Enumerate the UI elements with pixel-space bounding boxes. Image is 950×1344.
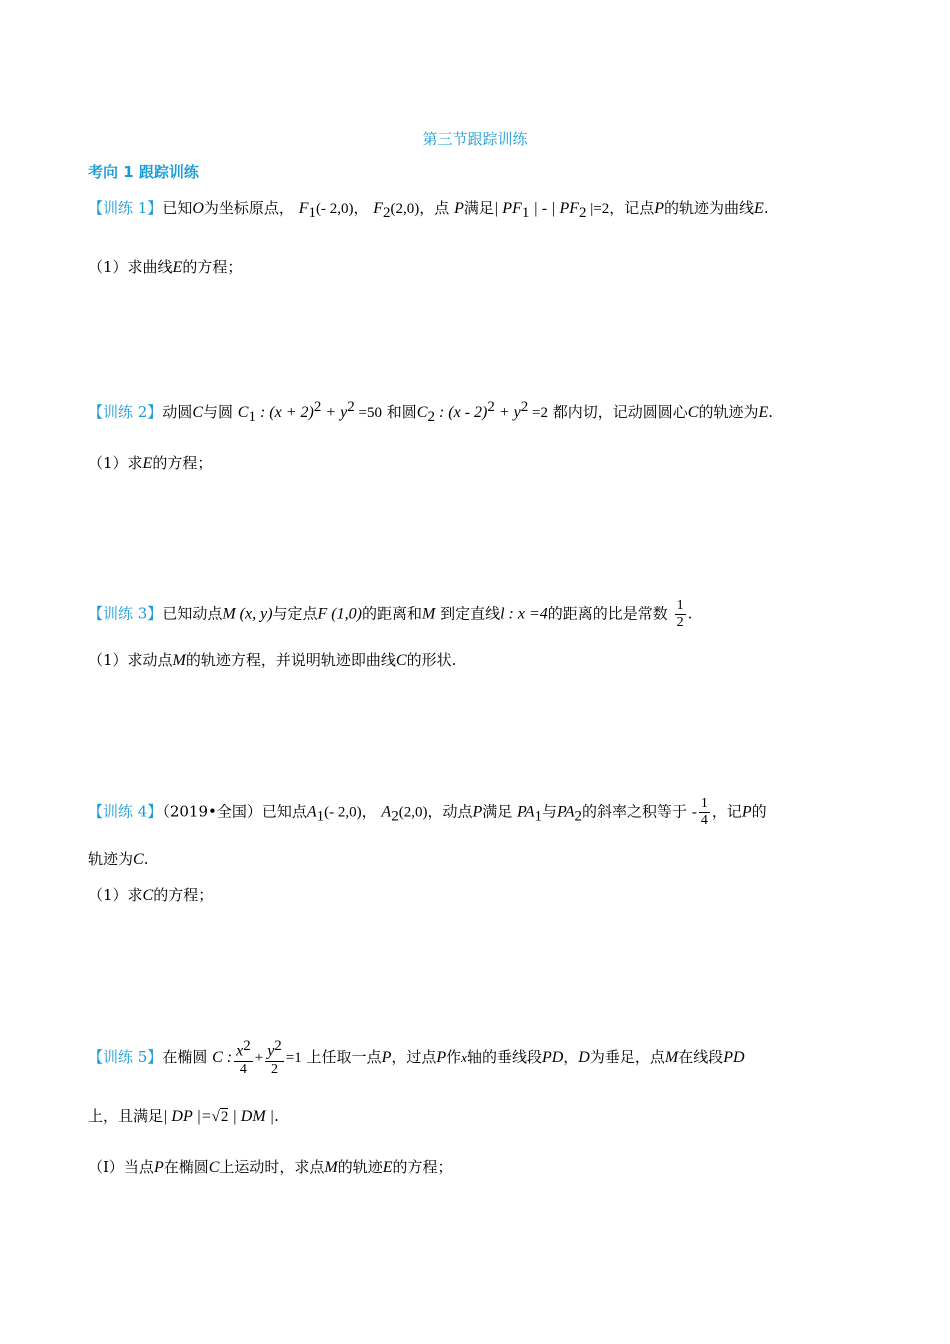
- math: + y: [321, 404, 348, 421]
- text: 动圆: [162, 403, 193, 421]
- math-sub: 1: [316, 808, 325, 825]
- math-sup: 2: [243, 1038, 251, 1054]
- fraction-denominator: 4: [239, 1061, 247, 1077]
- text: ，过点: [391, 1047, 437, 1066]
- text: 轴的垂线段: [466, 1047, 542, 1066]
- math: P: [436, 1048, 447, 1066]
- math: (2,0): [390, 201, 420, 217]
- text: 为垂足，点: [589, 1047, 665, 1066]
- math: M (x, y): [222, 605, 273, 623]
- problem-3-statement: [88, 598, 692, 631]
- text: 作: [446, 1047, 462, 1066]
- text: 的方程；: [152, 454, 213, 472]
- math: PD: [723, 1048, 745, 1066]
- fraction-y-squared-over-2: [265, 1038, 284, 1078]
- math: P: [454, 200, 464, 217]
- math: P: [741, 803, 752, 821]
- text: 为坐标原点，: [203, 199, 294, 217]
- math: l : x =4: [500, 605, 548, 623]
- text: （1）求: [88, 886, 143, 904]
- text: ，记点: [609, 199, 655, 217]
- math: P: [381, 1048, 392, 1066]
- text: ，: [353, 199, 369, 217]
- problem-5-tag: 【训练 5】: [88, 1047, 163, 1066]
- fraction-numerator: 1: [700, 796, 708, 811]
- text: 在线段: [678, 1047, 724, 1066]
- fraction-denominator: 4: [700, 813, 708, 828]
- fraction-denominator: 2: [270, 1061, 278, 1077]
- math-sub: 1: [308, 205, 316, 221]
- math-sub: 2: [574, 808, 583, 825]
- problem-5-statement-line-2: [88, 1106, 279, 1127]
- text: （1）求动点: [88, 651, 173, 669]
- text: 满足: [463, 199, 494, 217]
- fraction-one-half: [675, 598, 686, 631]
- math: C: [395, 652, 407, 669]
- math: | - | PF: [529, 200, 580, 217]
- math: |=2: [586, 201, 610, 217]
- text: 轨迹为: [88, 850, 134, 868]
- text: 的距离的比是常数: [547, 604, 668, 623]
- problem-3-question-1: [88, 650, 456, 671]
- text: 上，且满足: [88, 1107, 164, 1125]
- math-sup: 2: [274, 1038, 282, 1054]
- text: .: [274, 1107, 279, 1125]
- section-title: 考向 1 跟踪训练: [88, 163, 199, 181]
- math: x: [461, 1049, 467, 1065]
- text: .: [768, 403, 774, 421]
- math: C: [142, 887, 154, 904]
- math: (2,0): [398, 804, 428, 821]
- text: 到定直线: [440, 604, 501, 623]
- math: C: [133, 851, 144, 868]
- text: 的轨迹为: [698, 403, 759, 421]
- math: C: [687, 404, 699, 421]
- math-sub: 2: [391, 808, 399, 825]
- problem-4-statement-line-2: [88, 849, 148, 870]
- text: 的方程；: [182, 258, 243, 276]
- fraction-denominator: 2: [676, 615, 684, 630]
- math: P: [472, 803, 483, 821]
- math: F: [298, 200, 309, 217]
- math: (- 2,0): [324, 804, 362, 821]
- math: x: [236, 1042, 244, 1060]
- math: E: [382, 1159, 393, 1176]
- problem-2-tag: 【训练 2】: [88, 403, 163, 421]
- page-title: 第三节跟踪训练: [422, 130, 528, 148]
- text: 的轨迹方程，并说明轨迹即曲线: [185, 651, 396, 669]
- text: （1）求曲线: [88, 258, 173, 276]
- math: P: [153, 1159, 164, 1176]
- math: E: [172, 259, 183, 276]
- math: | DM |: [228, 1108, 275, 1125]
- text: ，: [563, 1047, 579, 1066]
- problem-1-tag: 【训练 1】: [88, 199, 163, 217]
- math: C :: [212, 1048, 233, 1066]
- math: A: [381, 803, 392, 821]
- math: (- 2,0): [315, 201, 354, 217]
- fraction-x-squared-over-4: [234, 1038, 253, 1078]
- problem-3-tag: 【训练 3】: [88, 604, 163, 623]
- math: PA: [517, 803, 535, 821]
- problem-2-statement: [88, 397, 773, 427]
- text: 上运动时，求点: [219, 1158, 325, 1176]
- math-sup: 2: [520, 399, 529, 415]
- text: 已知动点: [162, 604, 223, 623]
- problem-1-question-1: [88, 257, 242, 278]
- math: M: [324, 1159, 338, 1176]
- text: 在椭圆: [162, 1047, 208, 1066]
- text: 在椭圆: [163, 1158, 209, 1176]
- text: 与: [542, 802, 558, 821]
- text: 的形状.: [406, 651, 457, 669]
- math: C: [208, 1159, 220, 1176]
- math: +: [254, 1049, 264, 1066]
- math-sub: 2: [427, 409, 435, 425]
- math-sub: 2: [383, 205, 391, 221]
- math: + y: [494, 404, 521, 421]
- math-sup: 2: [313, 399, 322, 415]
- math-sub: 1: [521, 205, 530, 221]
- text: 的: [751, 802, 767, 821]
- math: E: [142, 455, 153, 472]
- math-sub: 2: [579, 205, 587, 221]
- math: y: [267, 1042, 275, 1060]
- problem-4-tag: 【训练 4】: [88, 802, 163, 821]
- problem-2-question-1: [88, 453, 212, 474]
- math-sup: 2: [487, 399, 495, 415]
- problem-5-question-1: [88, 1157, 453, 1178]
- math: O: [192, 200, 204, 217]
- text: .: [687, 604, 693, 623]
- math: | PF: [493, 200, 522, 217]
- math-sub: 1: [248, 409, 256, 425]
- text: 的方程；: [153, 886, 214, 904]
- text: 都内切，记动圆圆心: [552, 403, 688, 421]
- text: 满足: [482, 802, 513, 821]
- text: 已知: [162, 199, 193, 217]
- math: PA: [557, 803, 575, 821]
- math: M: [664, 1048, 679, 1066]
- text: 和圆: [386, 403, 417, 421]
- text: .: [143, 850, 149, 868]
- math: =2: [528, 405, 548, 421]
- math: D: [578, 1048, 590, 1066]
- text: 的轨迹: [337, 1158, 383, 1176]
- math: C: [416, 404, 428, 421]
- math-sub: 1: [534, 808, 543, 825]
- math: E: [754, 200, 764, 217]
- text: （2019•全国）已知点: [162, 802, 307, 821]
- text: 上任取一点: [306, 1047, 382, 1066]
- math: =1: [285, 1049, 302, 1066]
- radical-sign: √: [211, 1109, 220, 1125]
- math: : (x + 2): [255, 404, 314, 421]
- text: .: [763, 199, 769, 217]
- math: -: [691, 804, 697, 821]
- problem-4-statement: [88, 796, 767, 829]
- text: （Ⅰ）当点: [88, 1158, 154, 1176]
- math: : (x - 2): [434, 404, 488, 421]
- math: F: [373, 200, 384, 217]
- text: 的距离和: [361, 604, 422, 623]
- math: =50: [354, 405, 382, 421]
- fraction-one-quarter: [699, 796, 710, 829]
- math: M: [172, 652, 186, 669]
- text: 的方程；: [392, 1158, 453, 1176]
- text: ，: [361, 802, 377, 821]
- math: P: [654, 200, 665, 217]
- math: PD: [541, 1048, 564, 1066]
- math: E: [758, 404, 769, 421]
- text: ，点: [419, 199, 450, 217]
- problem-5-statement: [88, 1038, 745, 1078]
- square-root: [212, 1108, 229, 1125]
- text: 的斜率之积等于: [582, 802, 688, 821]
- text: 与定点: [272, 604, 318, 623]
- math: C: [192, 404, 203, 421]
- radicand: 2: [220, 1109, 229, 1125]
- text: 与圆: [203, 403, 234, 421]
- text: ，记: [711, 802, 742, 821]
- math: A: [306, 803, 317, 821]
- math: F (1,0): [317, 605, 362, 623]
- text: 的轨迹为曲线: [664, 199, 755, 217]
- math-sup: 2: [347, 399, 355, 415]
- text: ，动点: [427, 802, 473, 821]
- problem-4-question-1: [88, 885, 213, 906]
- math: C: [237, 404, 249, 421]
- math: | DP |=: [163, 1108, 212, 1125]
- fraction-numerator: 1: [676, 598, 684, 613]
- text: （1）求: [88, 454, 143, 472]
- problem-1-statement: [88, 198, 769, 223]
- math: M: [421, 605, 436, 623]
